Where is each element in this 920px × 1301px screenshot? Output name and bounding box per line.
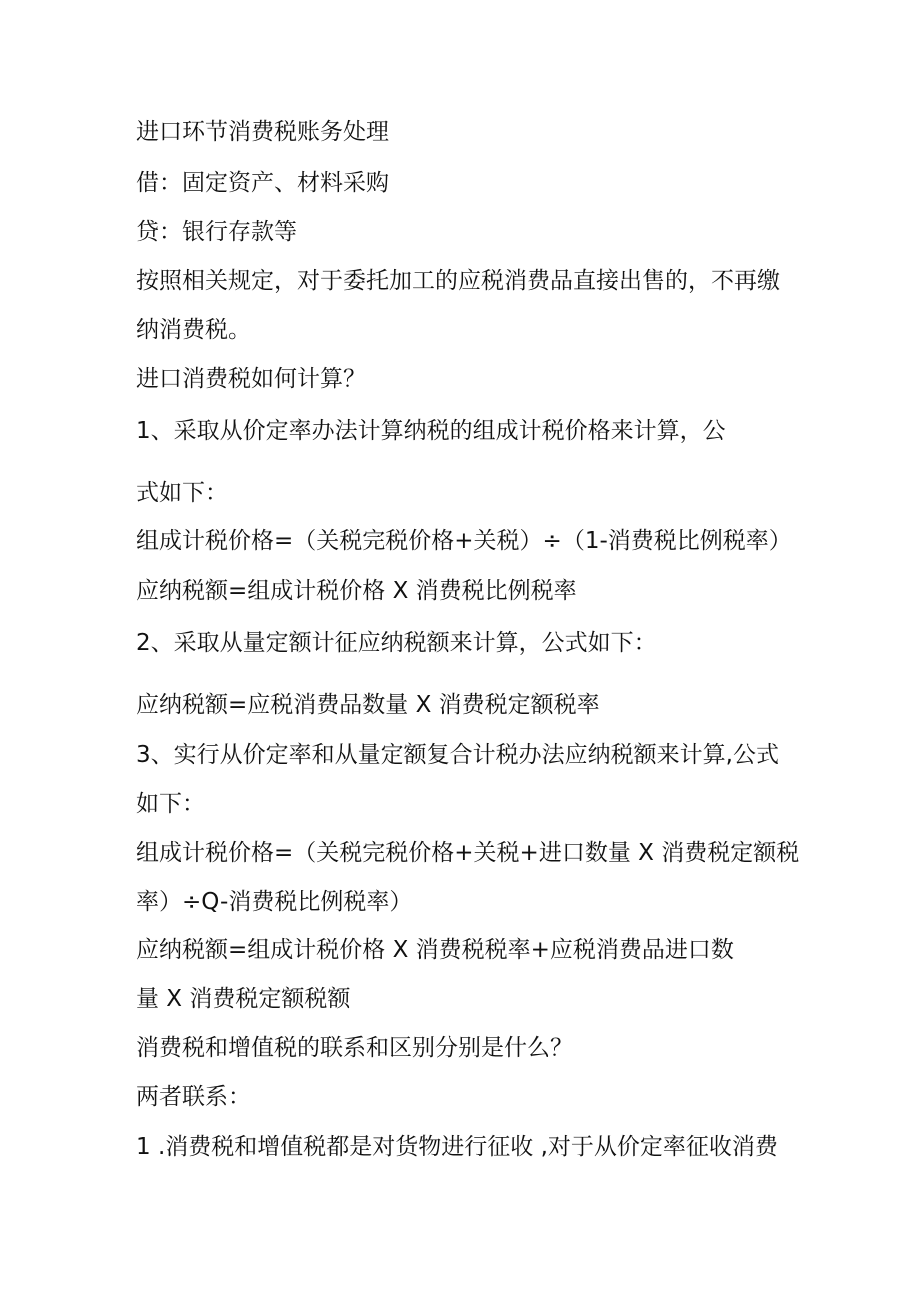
formula-line: 率）÷Q-消费税比例税率）: [136, 889, 413, 915]
method-1-line: 1、采取从价定率办法计算纳税的组成计税价格来计算，公: [136, 418, 726, 444]
paragraph-line: 纳消费税。: [136, 317, 251, 343]
list-item: 1 .消费税和增值税都是对货物进行征收 ,对于从价定率征收消费: [136, 1134, 778, 1160]
paragraph-line: 按照相关规定，对于委托加工的应税消费品直接出售的，不再缴: [136, 268, 780, 294]
section-heading: 两者联系：: [136, 1084, 251, 1110]
formula-line: 量 X 消费税定额税额: [136, 986, 351, 1012]
method-2-line: 2、采取从量定额计征应纳税额来计算，公式如下：: [136, 630, 657, 656]
formula-line: 组成计税价格=（关税完税价格+关税）÷（1-消费税比例税率）: [136, 528, 792, 554]
formula-line: 应纳税额=组成计税价格 X 消费税比例税率: [136, 578, 577, 604]
debit-entry: 借：固定资产、材料采购: [136, 170, 389, 196]
method-1-line: 式如下：: [136, 480, 228, 506]
method-3-line: 如下：: [136, 791, 205, 817]
formula-line: 组成计税价格=（关税完税价格+关税+进口数量 X 消费税定额税: [136, 840, 800, 866]
heading-import-consumption-tax-accounting: 进口环节消费税账务处理: [136, 119, 389, 145]
credit-entry: 贷：银行存款等: [136, 219, 297, 245]
method-3-line: 3、实行从价定率和从量定额复合计税办法应纳税额来计算,公式: [136, 742, 779, 768]
question-heading: 进口消费税如何计算？: [136, 366, 366, 392]
formula-line: 应纳税额=应税消费品数量 X 消费税定额税率: [136, 692, 600, 718]
formula-line: 应纳税额=组成计税价格 X 消费税税率+应税消费品进口数: [136, 937, 734, 963]
question-heading: 消费税和增值税的联系和区别分别是什么？: [136, 1035, 573, 1061]
